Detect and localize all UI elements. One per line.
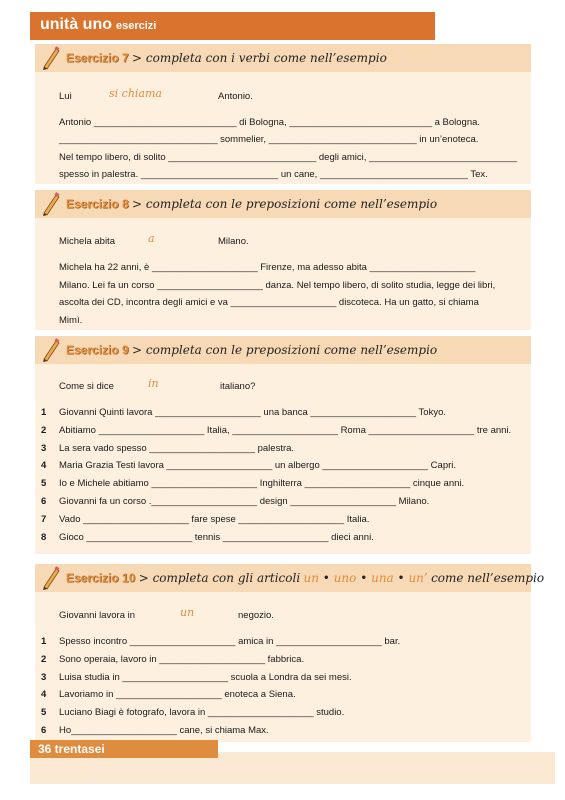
exercise-8-example-post: Milano. [218,236,249,247]
exercise-10-instruction-end: come nell’esempio [431,571,545,585]
exercise-9-item-number: 7 [41,514,47,525]
exercise-8-line-4: Mimì. [59,315,83,326]
exercise-9-item-text: Gioco ____________________ tennis ____________________ dieci anni. [59,532,374,543]
exercise-9-item-text: Giovanni Quinti lavora ____________________ una banca ____________________ Tokyo. [59,407,447,418]
unit-title [40,16,156,34]
exercise-7-example-answer: si chiama [109,87,162,100]
exercise-10-item-text: Sono operaia, lavoro in ____________________ fabbrica. [59,654,305,665]
exercise-7-line-2: ______________________________ sommelier, ____________________________ in un’enoteca. [59,134,479,145]
exercise-8-title [66,197,437,211]
exercise-10-example-pre: Giovanni lavora in [59,610,136,621]
exercise-10-example-answer: un [180,606,195,619]
exercise-9-item-text: Maria Grazia Testi lavora ____________________ un albergo ____________________ Capri. [59,460,457,471]
exercise-7-line-4: spesso in palestra. __________________________ un cane, ____________________________ Tex. [59,169,488,180]
article-uno: uno [333,571,357,585]
exercise-10-item-text: Spesso incontro ____________________ amica in ____________________ bar. [59,636,401,647]
exercise-10-title: Esercizio 10 > completa con gli articoli un • uno • una • un’ come nell’esempio [66,571,545,585]
exercise-9-item-number: 8 [41,532,47,543]
exercise-9-item-number: 4 [41,460,47,471]
page-number: 36 trentasei [38,742,105,756]
exercise-10-item-text: Luisa studia in ____________________ scuola a Londra da sei mesi. [59,672,352,683]
exercise-8-line-2: Milano. Lei fa un corso ____________________ danza. Nel tempo libero, di solito studia, legge dei libri, [59,280,496,291]
unit-name: unità uno [40,16,112,33]
exercise-10-item-number: 6 [41,725,47,736]
exercise-10-item-number: 1 [41,636,47,647]
exercise-7-title [66,51,387,65]
exercise-10-instruction: > completa con gli articoli [138,571,301,585]
exercise-9-item-text: Giovanni fa un corso .____________________ design ____________________ Milano. [59,496,430,507]
exercise-10-item-text: Luciano Biagi è fotografo, lavora in ____________________ studio. [59,707,345,718]
exercise-10-label: Esercizio 10 [66,571,136,585]
exercise-9-instruction: > completa con le preposizioni come nell’esempio [132,343,438,357]
exercise-7-line-1: Antonio ___________________________ di Bologna, ___________________________ a Bologna. [59,117,481,128]
exercise-7-example-post: Antonio. [218,91,253,102]
exercise-9-item-number: 2 [41,425,47,436]
exercise-9-item-number: 6 [41,496,47,507]
exercise-9-item-number: 3 [41,443,47,454]
exercise-10-item-text: Lavoriamo in ____________________ enoteca a Siena. [59,689,296,700]
exercise-10-item-number: 2 [41,654,47,665]
exercise-7-instruction: > completa con i verbi come nell’esempio [132,51,387,65]
article-una: una [371,571,394,585]
article-un: un [303,571,319,585]
exercise-9-item-text: La sera vado spesso ____________________ palestra. [59,443,295,454]
exercise-9-title [66,343,437,357]
exercise-10-item-number: 5 [41,707,47,718]
pencil-icon [40,45,62,71]
exercise-7-line-3: Nel tempo libero, di solito ____________________________ degli amici, ____________________________ [59,152,517,163]
exercise-8-example-pre: Michela abita [59,236,115,247]
exercise-8-line-1: Michela ha 22 anni, è ____________________ Firenze, ma adesso abita ____________________ [59,262,476,273]
exercise-9-example-post: italiano? [220,381,256,392]
pencil-icon [40,191,62,217]
footer-band-left [30,758,218,784]
exercise-10-item-text: Ho____________________ cane, si chiama Max. [59,725,269,736]
exercise-9-item-text: Vado ____________________ fare spese ____________________ Italia. [59,514,370,525]
exercise-9-example-answer: in [148,377,159,390]
exercise-10-item-number: 4 [41,689,47,700]
exercise-9-item-number: 5 [41,478,47,489]
pencil-icon [40,337,62,363]
exercise-8-example-answer: a [148,232,155,245]
exercise-9-example-pre: Come si dice [59,381,114,392]
exercise-9-item-text: Abitiamo ____________________ Italia, ____________________ Roma ____________________ tre anni. [59,425,512,436]
exercise-10-example-post: negozio. [238,610,274,621]
pencil-icon [40,565,62,591]
exercise-9-item-text: Io e Michele abitiamo ____________________ Inghilterra ____________________ cinque anni. [59,478,465,489]
exercise-9-item-number: 1 [41,407,47,418]
unit-subtitle: esercizi [115,20,157,32]
footer-band [218,752,555,784]
exercise-10-item-number: 3 [41,672,47,683]
exercise-7-label: Esercizio 7 [66,51,129,65]
exercise-8-label: Esercizio 8 [66,197,129,211]
exercise-7-example-pre: Lui [59,91,72,102]
exercise-8-instruction: > completa con le preposizioni come nell’esempio [132,197,438,211]
exercise-9-label: Esercizio 9 [66,343,129,357]
exercise-8-line-3: ascolta dei CD, incontra degli amici e va ____________________ discoteca. Ha un gatto, si chiama [59,297,479,308]
article-un-apostrophe: un’ [408,571,428,585]
